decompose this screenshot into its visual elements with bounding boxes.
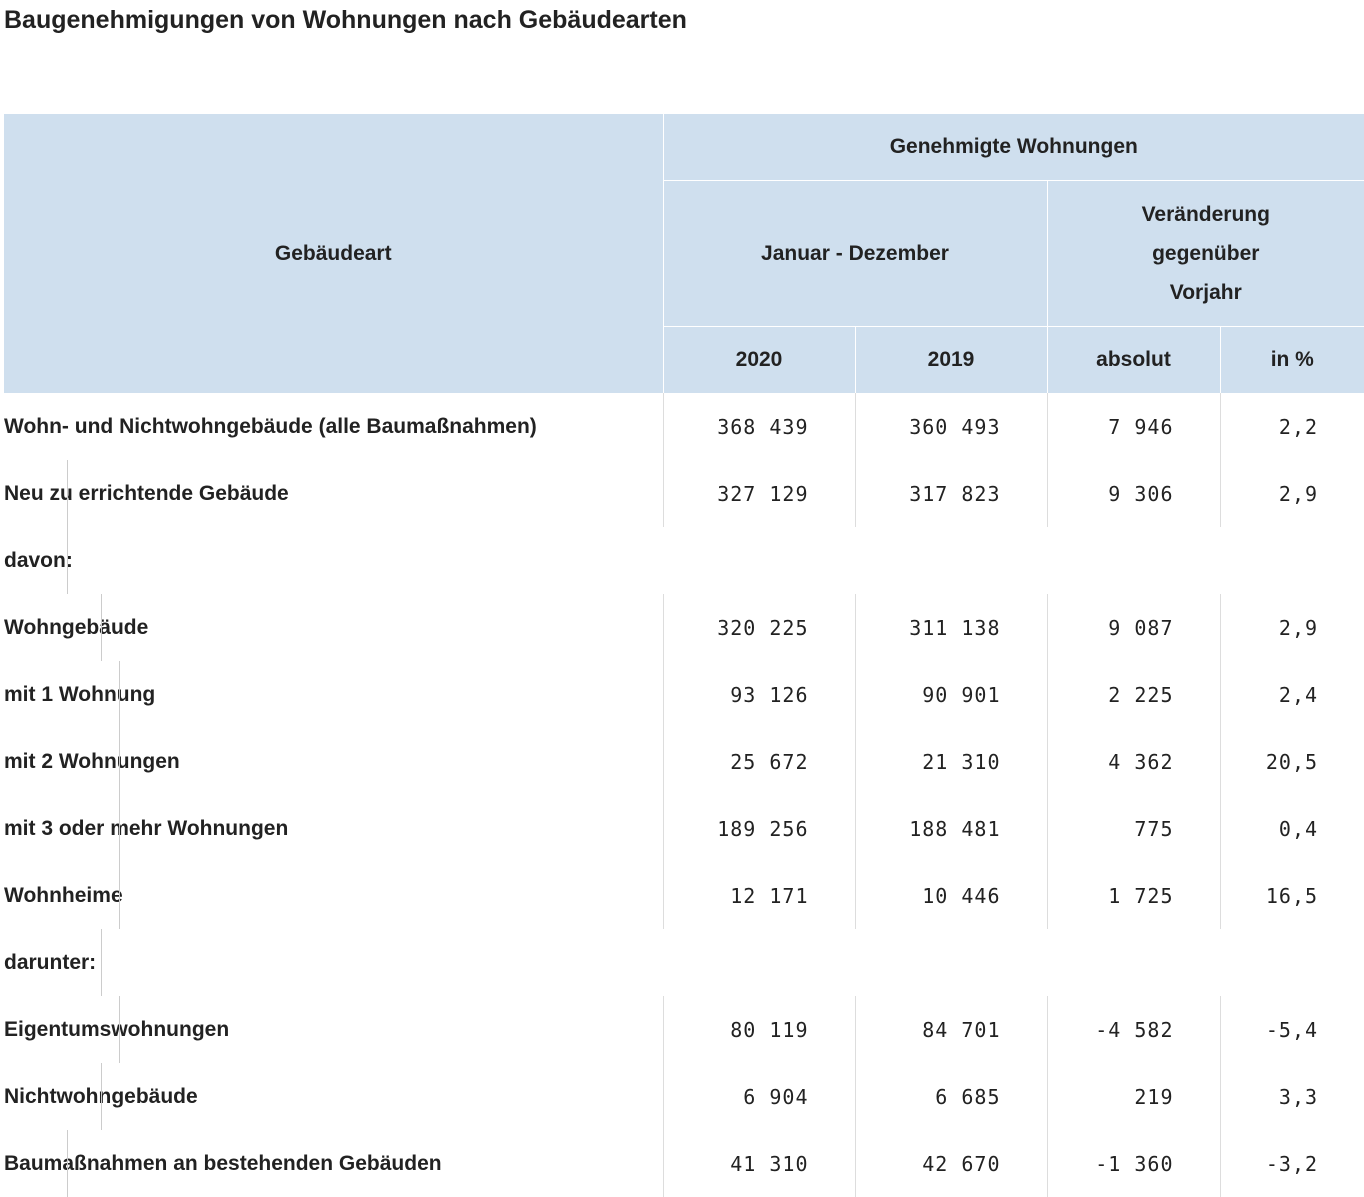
- value-2020: 25 672: [663, 728, 855, 795]
- value-percent: -5,4: [1220, 996, 1364, 1063]
- value-percent: 0,4: [1220, 795, 1364, 862]
- table-row: [4, 594, 1364, 661]
- indent-line: [67, 1130, 68, 1197]
- value-2020: 189 256: [663, 795, 855, 862]
- indent-line: [119, 862, 120, 929]
- value-absolute: 1 725: [1047, 862, 1220, 929]
- value-2019: 317 823: [855, 460, 1047, 527]
- value-absolute: -4 582: [1047, 996, 1220, 1063]
- row-label: mit 3 oder mehr Wohnungen: [4, 817, 288, 840]
- value-absolute: -1 360: [1047, 1130, 1220, 1197]
- table-row: [4, 795, 1364, 862]
- table-row: [4, 728, 1364, 795]
- value-2019: 42 670: [855, 1130, 1047, 1197]
- value-percent: -3,2: [1220, 1130, 1364, 1197]
- value-absolute: 219: [1047, 1063, 1220, 1130]
- value-2020: 6 904: [663, 1063, 855, 1130]
- row-label: Eigentumswohnungen: [4, 1018, 229, 1041]
- table-row: [4, 996, 1364, 1063]
- value-2019: 84 701: [855, 996, 1047, 1063]
- value-absolute: 9 087: [1047, 594, 1220, 661]
- table-row: [4, 1130, 1364, 1197]
- header-year-2019: 2019: [855, 327, 1047, 394]
- row-label: davon:: [4, 549, 73, 572]
- row-label: Wohngebäude: [4, 616, 148, 639]
- indent-line: [119, 661, 120, 728]
- table-row: [4, 460, 1364, 527]
- header-change-line: Veränderung: [1048, 195, 1364, 234]
- row-label: mit 2 Wohnungen: [4, 750, 180, 773]
- value-percent: 2,9: [1220, 460, 1364, 527]
- value-absolute: 7 946: [1047, 393, 1220, 460]
- header-percent: in %: [1220, 327, 1364, 394]
- value-percent: 3,3: [1220, 1063, 1364, 1130]
- table-row: [4, 1063, 1364, 1130]
- row-label: darunter:: [4, 951, 96, 974]
- row-label: Wohnheime: [4, 884, 123, 907]
- value-percent: 2,4: [1220, 661, 1364, 728]
- indent-line: [67, 527, 68, 594]
- header-change-line: gegenüber: [1048, 234, 1364, 273]
- header-gebaeudeart: Gebäudeart: [4, 114, 663, 394]
- table-row: [4, 393, 1364, 460]
- value-percent: 2,9: [1220, 594, 1364, 661]
- header-group: Genehmigte Wohnungen: [663, 114, 1364, 181]
- table-row: [4, 527, 1364, 594]
- row-label: Nichtwohngebäude: [4, 1085, 198, 1108]
- row-label: Baumaßnahmen an bestehenden Gebäuden: [4, 1152, 442, 1175]
- value-2019: 311 138: [855, 594, 1047, 661]
- indent-line: [119, 795, 120, 862]
- indent-line: [119, 728, 120, 795]
- header-change-line: Vorjahr: [1048, 273, 1364, 312]
- indent-line: [101, 1063, 102, 1130]
- value-absolute: 4 362: [1047, 728, 1220, 795]
- value-2019: 6 685: [855, 1063, 1047, 1130]
- header-change: [1047, 181, 1364, 327]
- indent-line: [101, 594, 102, 661]
- indent-line: [119, 996, 120, 1063]
- header-year-2020: 2020: [663, 327, 855, 394]
- building-permits-table: [4, 113, 1364, 1197]
- value-2019: 188 481: [855, 795, 1047, 862]
- value-2020: 41 310: [663, 1130, 855, 1197]
- value-percent: 20,5: [1220, 728, 1364, 795]
- value-percent: 2,2: [1220, 393, 1364, 460]
- value-2020: 368 439: [663, 393, 855, 460]
- value-2019: 360 493: [855, 393, 1047, 460]
- value-2020: 327 129: [663, 460, 855, 527]
- value-2019: 10 446: [855, 862, 1047, 929]
- value-2020: 12 171: [663, 862, 855, 929]
- value-absolute: 2 225: [1047, 661, 1220, 728]
- value-absolute: 9 306: [1047, 460, 1220, 527]
- indent-line: [67, 460, 68, 527]
- table-row: [4, 661, 1364, 728]
- row-label: Neu zu errichtende Gebäude: [4, 482, 289, 505]
- value-2019: 21 310: [855, 728, 1047, 795]
- row-label: Wohn- und Nichtwohngebäude (alle Baumaßnahmen): [4, 393, 663, 460]
- value-2020: 80 119: [663, 996, 855, 1063]
- page-title: Baugenehmigungen von Wohnungen nach Gebäudearten: [4, 6, 687, 35]
- indent-line: [101, 929, 102, 996]
- value-absolute: 775: [1047, 795, 1220, 862]
- value-percent: 16,5: [1220, 862, 1364, 929]
- row-label: mit 1 Wohnung: [4, 683, 155, 706]
- value-2019: 90 901: [855, 661, 1047, 728]
- value-2020: 320 225: [663, 594, 855, 661]
- table-row: [4, 929, 1364, 996]
- value-2020: 93 126: [663, 661, 855, 728]
- table-row: [4, 862, 1364, 929]
- header-period: Januar - Dezember: [663, 181, 1047, 327]
- header-absolute: absolut: [1047, 327, 1220, 394]
